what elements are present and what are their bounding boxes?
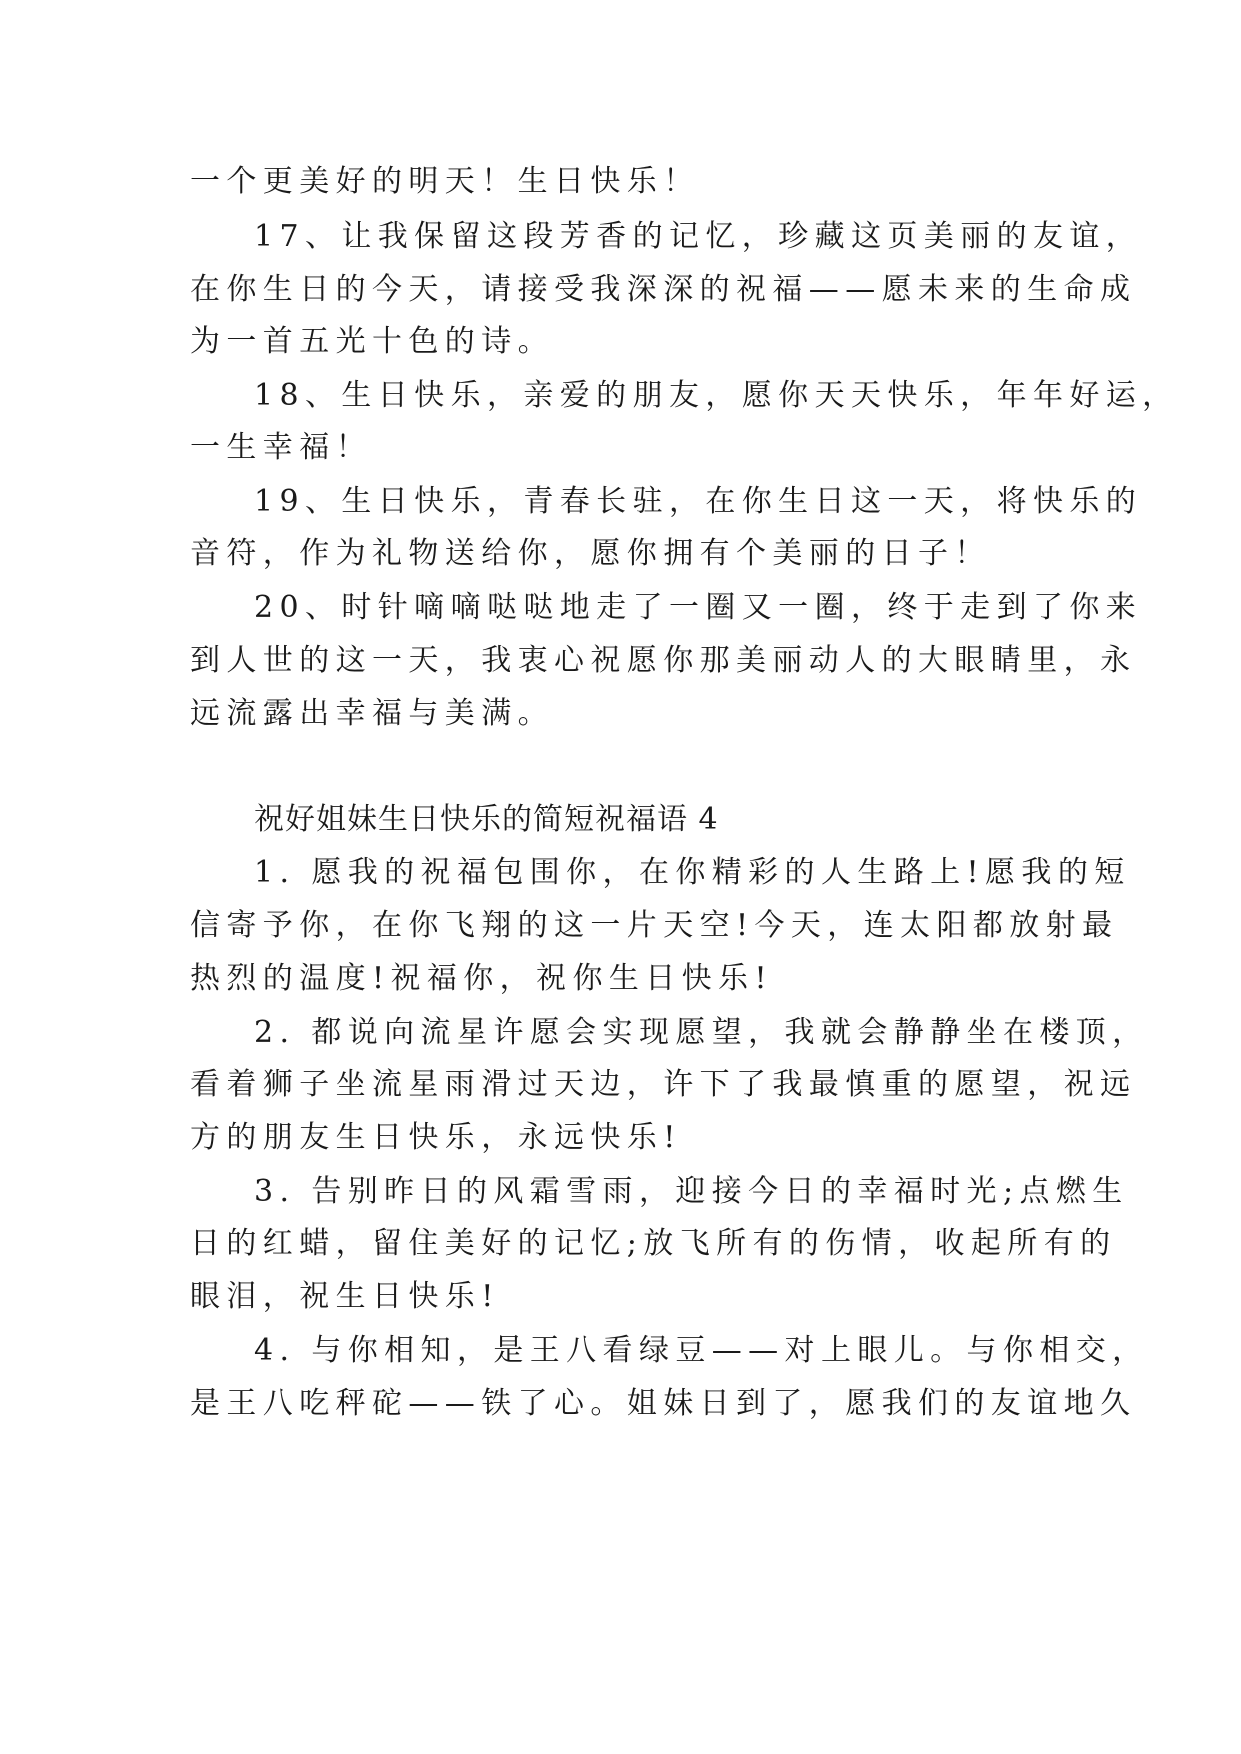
item-1-line-3: 热烈的温度!祝福你，祝你生日快乐! <box>190 961 773 996</box>
item-3-line-2: 日的红蜡，留住美好的记忆;放飞所有的伤情，收起所有的 <box>190 1226 1117 1261</box>
item-2-line-2: 看着狮子坐流星雨滑过天边，许下了我最慎重的愿望，祝远 <box>190 1067 1137 1102</box>
paragraph-19-line-2: 音符，作为礼物送给你，愿你拥有个美丽的日子！ <box>190 536 991 571</box>
paragraph-18-line-2: 一生幸福！ <box>190 430 372 465</box>
section-heading: 祝好姐妹生日快乐的简短祝福语 4 <box>254 802 719 837</box>
item-2-line-1: 2. 都说向流星许愿会实现愿望，我就会静静坐在楼顶， <box>254 1015 1149 1050</box>
item-1-line-1: 1. 愿我的祝福包围你，在你精彩的人生路上!愿我的短 <box>254 855 1131 890</box>
paragraph-20-line-2: 到人世的这一天，我衷心祝愿你那美丽动人的大眼睛里，永 <box>190 643 1137 678</box>
item-4-line-1: 4. 与你相知，是王八看绿豆——对上眼儿。与你相交， <box>254 1333 1149 1368</box>
paragraph-20-line-3: 远流露出幸福与美满。 <box>190 696 554 731</box>
paragraph-20-line-1: 20、时针嘀嘀哒哒地走了一圈又一圈，终于走到了你来 <box>254 590 1143 625</box>
item-2-line-3: 方的朋友生日快乐，永远快乐! <box>190 1120 682 1155</box>
paragraph-16-line-end: 一个更美好的明天！生日快乐！ <box>190 164 700 199</box>
paragraph-17-line-3: 为一首五光十色的诗。 <box>190 324 554 359</box>
item-1-line-2: 信寄予你，在你飞翔的这一片天空!今天，连太阳都放射最 <box>190 908 1119 943</box>
paragraph-17-line-1: 17、让我保留这段芳香的记忆，珍藏这页美丽的友谊， <box>254 219 1143 254</box>
item-3-line-3: 眼泪，祝生日快乐! <box>190 1279 500 1314</box>
paragraph-18-line-1: 18、生日快乐，亲爱的朋友，愿你天天快乐，年年好运， <box>254 378 1179 413</box>
paragraph-17-line-2: 在你生日的今天，请接受我深深的祝福——愿未来的生命成 <box>190 272 1137 307</box>
paragraph-19-line-1: 19、生日快乐，青春长驻，在你生日这一天，将快乐的 <box>254 484 1143 519</box>
item-4-line-2: 是王八吃秤砣——铁了心。姐妹日到了，愿我们的友谊地久 <box>190 1386 1137 1421</box>
item-3-line-1: 3. 告别昨日的风霜雪雨，迎接今日的幸福时光;点燃生 <box>254 1174 1129 1209</box>
